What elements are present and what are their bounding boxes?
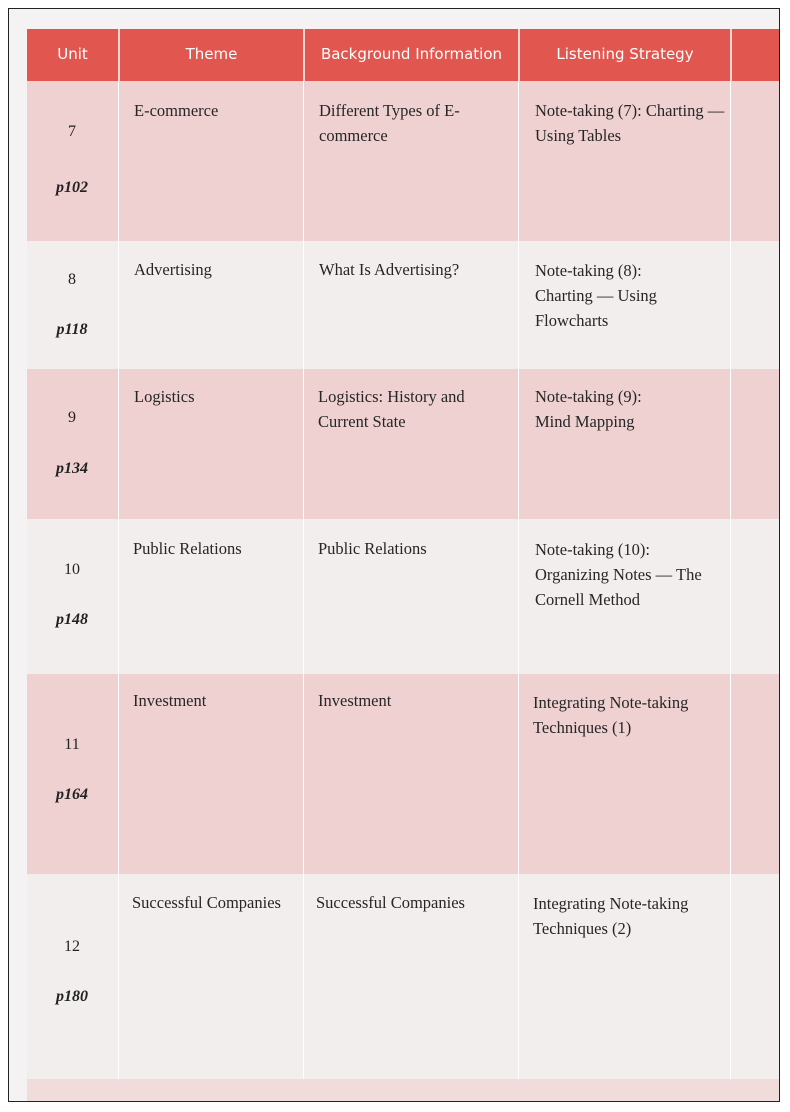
background-cell xyxy=(303,241,518,369)
unit-page: p102 xyxy=(56,179,88,196)
extra-cell xyxy=(730,241,780,369)
extra-cell xyxy=(730,81,780,241)
background-cell xyxy=(303,369,518,519)
table-row-partial xyxy=(27,1079,780,1102)
page-frame xyxy=(8,8,780,1102)
theme-cell xyxy=(118,369,303,519)
background-text: Different Types of E-commerce xyxy=(319,101,460,145)
theme-cell xyxy=(118,241,303,369)
unit-cell xyxy=(27,874,118,1079)
unit-number: 8 xyxy=(68,271,76,288)
strategy-text: Note-taking (8): Charting — Using Flowcharts xyxy=(535,261,657,330)
theme-text: Successful Companies xyxy=(132,893,281,912)
theme-text: Public Relations xyxy=(133,539,242,558)
theme-cell xyxy=(118,874,303,1079)
background-cell xyxy=(303,519,518,674)
unit-number: 7 xyxy=(68,123,76,140)
table-header xyxy=(27,29,780,81)
header-background: Background Information xyxy=(303,29,518,81)
unit-page: p148 xyxy=(56,611,88,628)
strategy-cell xyxy=(518,674,730,874)
unit-page: p134 xyxy=(56,460,88,477)
unit-cell xyxy=(27,674,118,874)
theme-text: Investment xyxy=(133,691,207,710)
unit-page: p118 xyxy=(56,321,88,338)
theme-text: Advertising xyxy=(134,260,212,279)
unit-cell xyxy=(27,519,118,674)
header-extra xyxy=(730,29,780,81)
table-row xyxy=(27,81,780,241)
unit-cell xyxy=(27,81,118,241)
header-unit: Unit xyxy=(57,45,88,63)
strategy-cell xyxy=(518,519,730,674)
background-text: Public Relations xyxy=(318,539,427,558)
theme-cell xyxy=(118,519,303,674)
table-row xyxy=(27,519,780,674)
unit-cell xyxy=(27,369,118,519)
theme-cell xyxy=(118,674,303,874)
unit-page: p180 xyxy=(56,988,88,1005)
table-row xyxy=(27,874,780,1079)
extra-cell xyxy=(730,369,780,519)
theme-cell xyxy=(118,81,303,241)
background-cell xyxy=(303,674,518,874)
header-theme: Theme xyxy=(118,29,303,81)
strategy-cell xyxy=(518,369,730,519)
extra-cell xyxy=(730,874,780,1079)
strategy-cell xyxy=(518,81,730,241)
extra-cell xyxy=(730,519,780,674)
extra-cell xyxy=(730,674,780,874)
contents-page xyxy=(27,29,780,1102)
theme-text: E-commerce xyxy=(134,101,219,120)
background-text: Logistics: History and Current State xyxy=(318,387,465,431)
strategy-text: Note-taking (7): Charting — Using Tables xyxy=(535,101,725,145)
strategy-cell xyxy=(518,241,730,369)
unit-number: 9 xyxy=(68,409,76,426)
strategy-text: Integrating Note-taking Techniques (2) xyxy=(533,894,689,938)
strategy-text: Note-taking (9): Mind Mapping xyxy=(535,387,642,431)
strategy-cell xyxy=(518,874,730,1079)
table-row xyxy=(27,674,780,874)
theme-text: Logistics xyxy=(134,387,195,406)
unit-cell xyxy=(27,241,118,369)
unit-number: 11 xyxy=(64,736,80,753)
strategy-text: Note-taking (10): Organizing Notes — The Cornell Method xyxy=(535,540,702,609)
background-text: Investment xyxy=(318,691,392,710)
unit-page: p164 xyxy=(56,786,88,803)
background-text: Successful Companies xyxy=(316,893,465,912)
header-strategy: Listening Strategy xyxy=(518,29,730,81)
table-row xyxy=(27,241,780,369)
background-text: What Is Advertising? xyxy=(319,260,460,279)
unit-number: 10 xyxy=(64,561,80,578)
table-row xyxy=(27,369,780,519)
unit-number: 12 xyxy=(64,938,80,955)
background-cell xyxy=(303,81,518,241)
strategy-text: Integrating Note-taking Techniques (1) xyxy=(533,693,689,737)
background-cell xyxy=(303,874,518,1079)
